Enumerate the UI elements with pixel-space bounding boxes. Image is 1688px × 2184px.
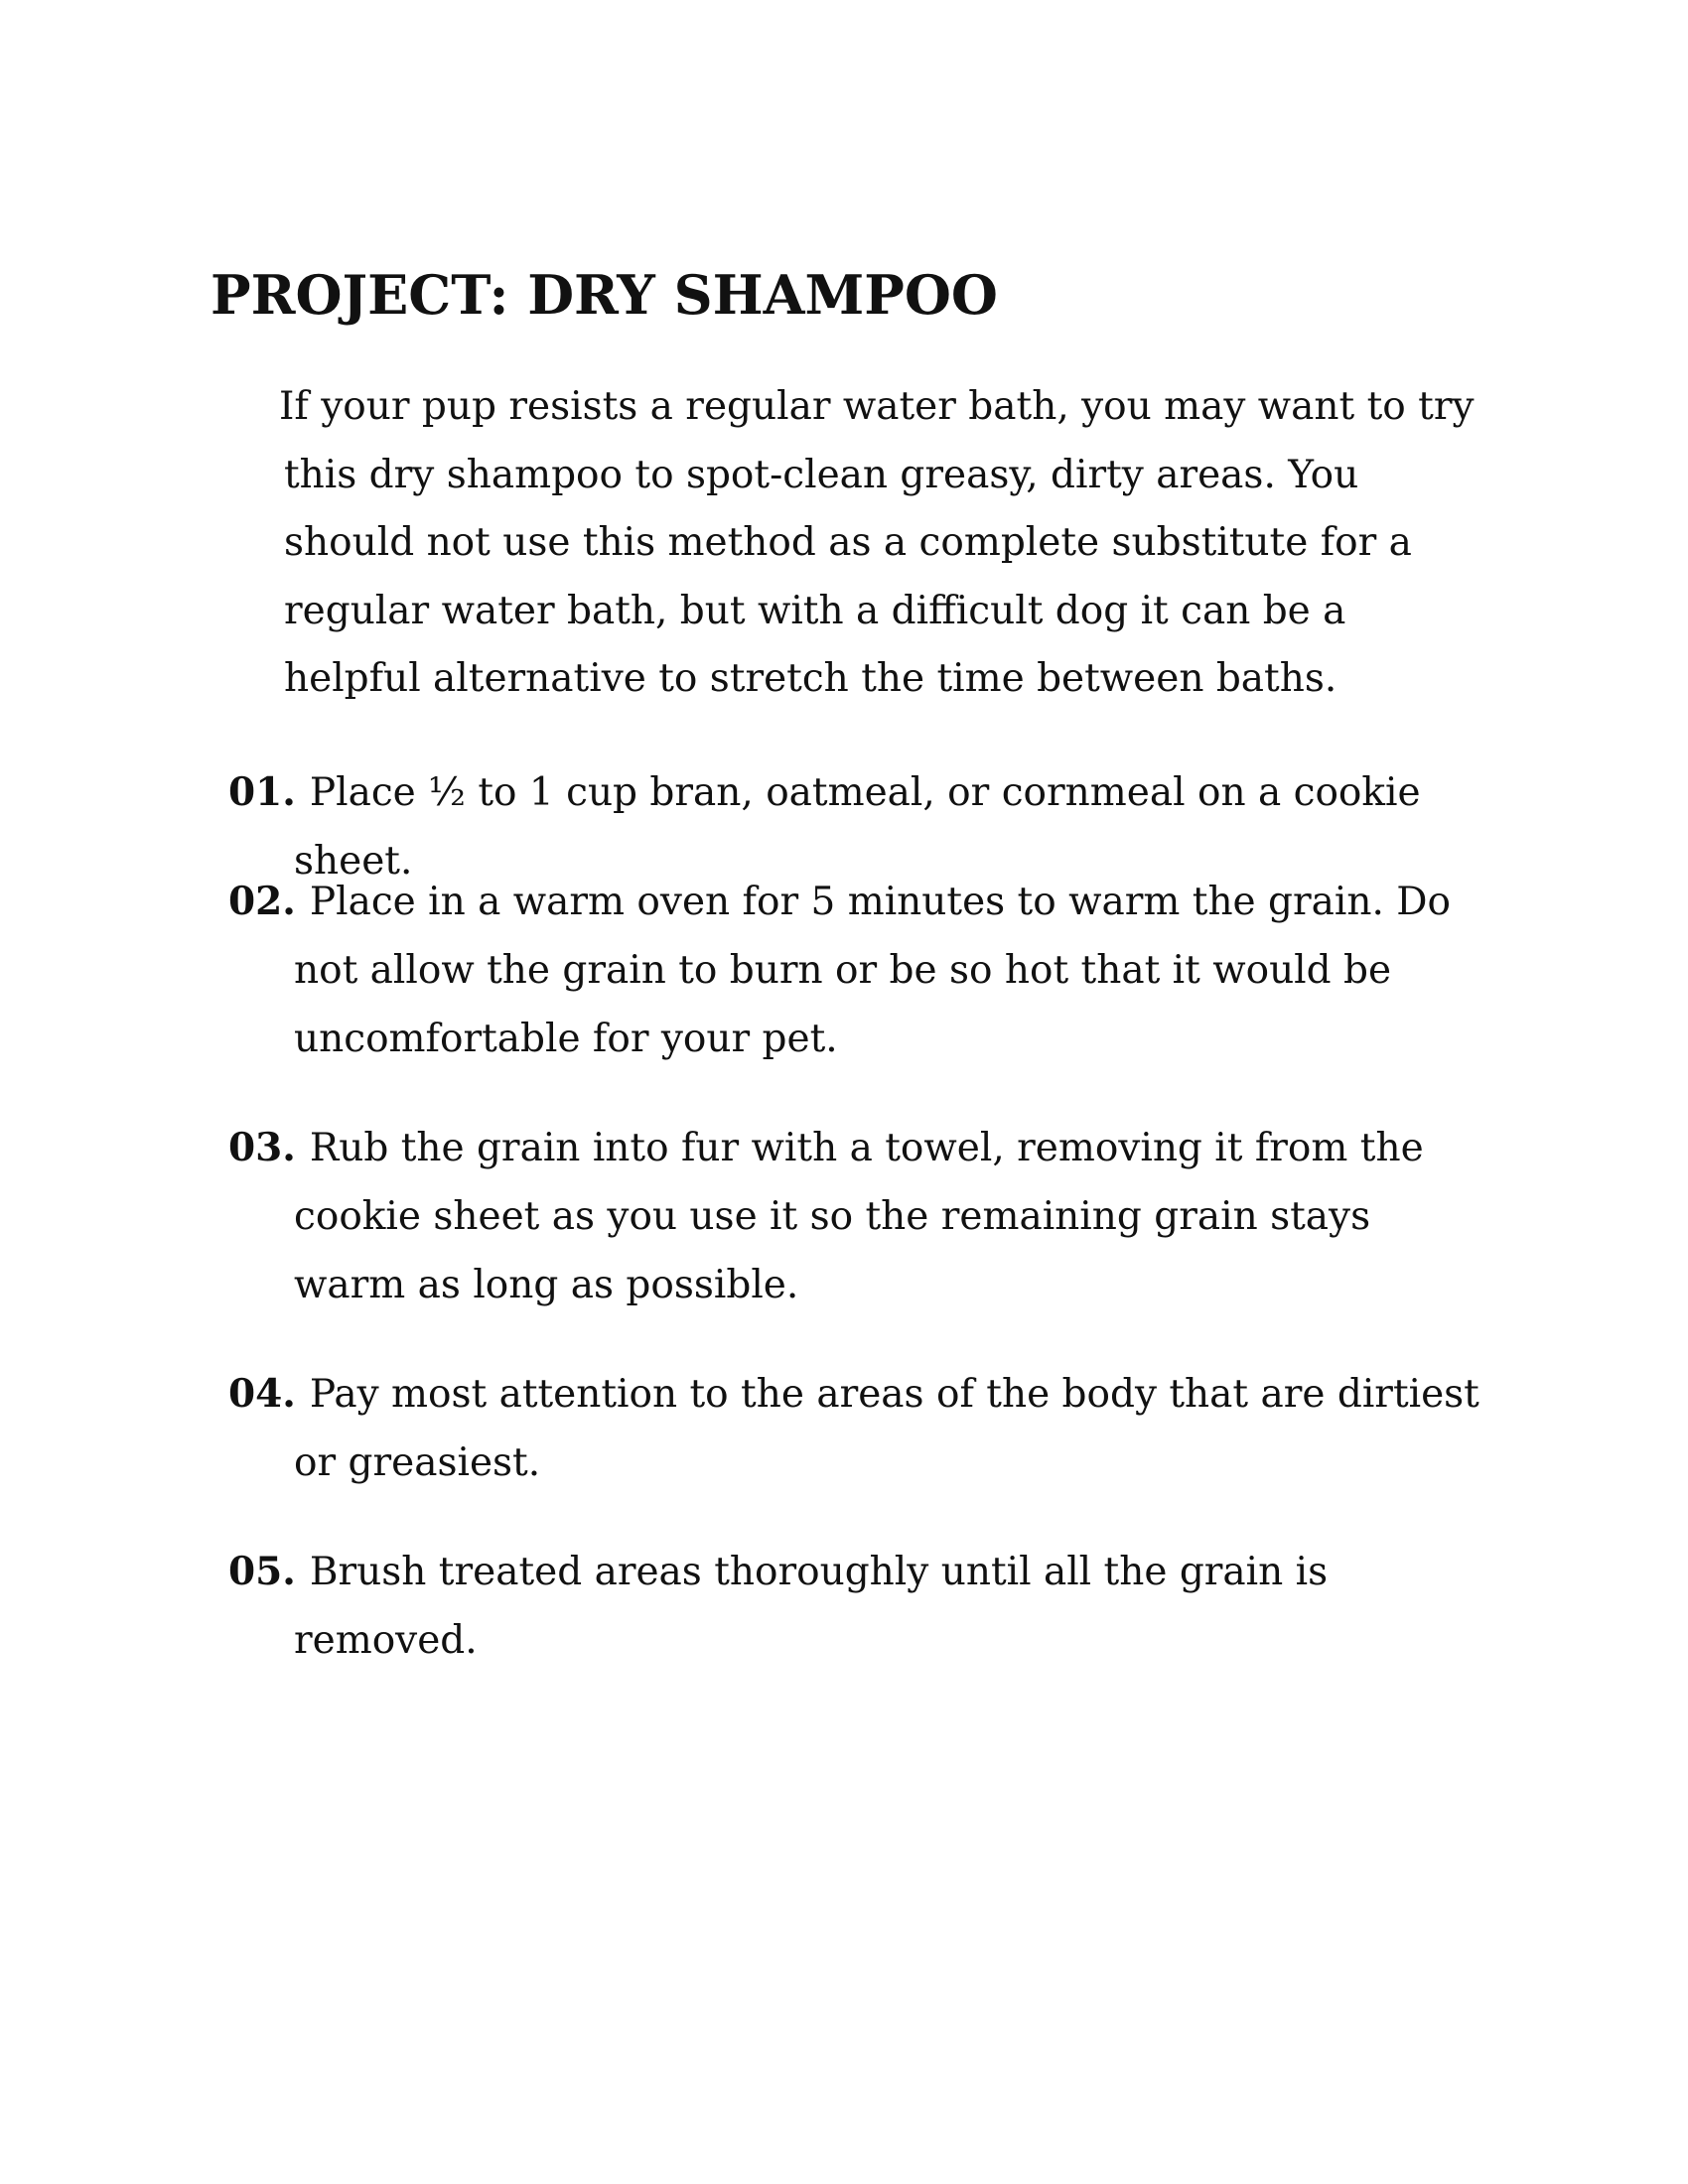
- step-number: 03.: [228, 1125, 296, 1170]
- page-title: PROJECT: DRY SHAMPOO: [211, 263, 998, 327]
- intro-paragraph: If your pup resists a regular water bath, you may want to try this dry shampoo to spot-clean greasy, dirty areas. You should not use this method as a complete substitute for a regular water bath, but with a difficult dog it can be a helpful alternative to stretch the time between baths.: [279, 384, 1475, 701]
- step-number: 02.: [228, 879, 296, 924]
- step-item: [228, 1538, 1489, 1675]
- step-text: Rub the grain into fur with a towel, removing it from the cookie sheet as you use it so the remaining grain stays warm as long as possible.: [294, 1126, 1424, 1307]
- step-item: [228, 868, 1489, 1073]
- step-number: 05.: [228, 1549, 296, 1594]
- step-text: Brush treated areas thoroughly until all the grain is removed.: [294, 1550, 1329, 1663]
- step-number: 04.: [228, 1371, 296, 1417]
- step-text: Place in a warm oven for 5 minutes to warm the grain. Do not allow the grain to burn or be so hot that it would be uncomfortable for your pet.: [294, 880, 1452, 1061]
- step-number: 01.: [228, 769, 296, 815]
- step-item: [228, 1360, 1489, 1497]
- step-text: Place ½ to 1 cup bran, oatmeal, or cornmeal on a cookie sheet.: [294, 770, 1421, 884]
- step-text: Pay most attention to the areas of the body that are dirtiest or greasiest.: [294, 1372, 1479, 1485]
- step-item: [228, 1114, 1489, 1319]
